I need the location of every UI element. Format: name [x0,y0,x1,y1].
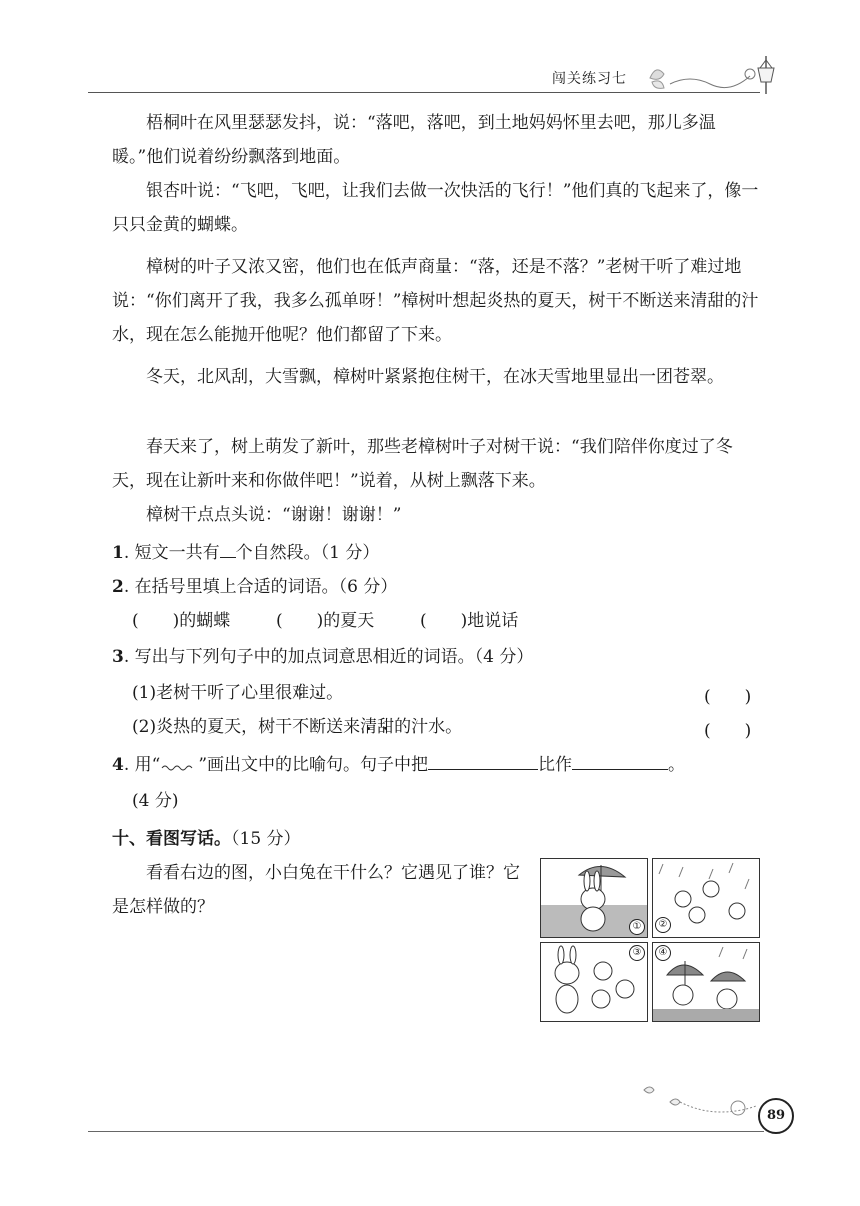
question-4-score: (4 分) [132,791,179,811]
question-1-text-pre: . 短文一共有 [123,543,220,563]
dotted-char: 甜 • [377,717,394,737]
butterfly-lamp-decoration-icon [640,50,780,100]
passage-paragraph-3: 樟树的叶子又浓又密，他们也在低声商量：“落，还是不落？”老树干听了难过地说：“你们离开了我，我多么孤单呀！”樟树叶想起炎热的夏天，树干不断送来清甜的汁水，现在怎么能抛开他呢？他们都留了下来。 [112,257,759,345]
question-3-number: 3 [112,647,124,667]
question-2-item-2[interactable]: ( )的夏天 [276,611,375,631]
dotted-char: 难 • [292,683,309,703]
question-4-text-mid2: 比作 [538,755,573,775]
picture-panels [540,858,760,1022]
answer-paren-1[interactable]: ( ) [704,687,752,707]
sentence-1-end: 。 [326,683,344,703]
question-3 [112,640,533,674]
question-2 [112,570,397,604]
question-3-sentence-2 [132,710,462,744]
question-2-number: 2 [112,577,124,597]
section-10-score: （15 分） [231,829,301,849]
sentence-1-text: (1)老树干听了心里很 [132,683,293,703]
dotted-char: 清 • [360,717,377,737]
picture-panel-3 [540,942,648,1022]
section-10-heading [112,822,301,856]
picture-panel-4 [652,942,760,1022]
question-3-sentence-1 [132,676,343,710]
passage-paragraph-1: 梧桐叶在风里瑟瑟发抖，说：“落吧，落吧，到土地妈妈怀里去吧，那儿多温暖。”他们说着纷纷飘落到地面。 [112,113,716,167]
page-number: 89 [758,1098,794,1134]
section-10-prompt: 看看右边的图，小白兔在干什么？它遇见了谁？它是怎样做的？ [112,863,520,917]
question-2-item-1[interactable]: ( )的蝴蝶 [132,611,231,631]
sentence-2-text: (2)炎热的夏天，树干不断送来 [132,717,361,737]
question-4-text-mid: ”画出文中的比喻句。句子中把 [198,755,429,775]
panel-number: ④ [655,945,671,961]
question-3-text: . 写出与下列句子中的加点词意思相近的词语。（4 分） [123,647,534,667]
picture-panel-2 [652,858,760,938]
dotted-char: 过 • [309,683,326,703]
panel-number: ② [655,917,671,933]
passage-paragraph-4: 冬天，北风刮，大雪飘，樟树叶紧紧抱住树干，在冰天雪地里显出一团苍翠。 [146,367,724,387]
picture-panel-1 [540,858,648,938]
answer-paren-2[interactable]: ( ) [704,721,752,741]
question-4-blank-1[interactable] [428,749,538,770]
footer-rule [88,1131,764,1132]
sentence-2-end: 的汁水。 [394,717,463,737]
question-4 [112,748,685,782]
passage-paragraph-5: 春天来了，树上萌发了新叶，那些老樟树叶子对树干说：“我们陪伴你度过了冬天，现在让新叶来和你做伴吧！”说着，从树上飘落下来。 [112,437,733,491]
panel-number: ③ [629,945,645,961]
question-1-blank[interactable] [220,537,236,558]
question-4-number: 4 [112,755,124,775]
question-1-text-post: 个自然段。（1 分） [235,543,380,563]
question-4-blank-2[interactable] [572,749,668,770]
wavy-underline-icon [160,760,198,772]
header-title: 闯关练习七 [552,71,627,87]
butterfly-footer-decoration-icon [640,1080,760,1130]
question-2-item-3[interactable]: ( )地说话 [420,611,519,631]
passage-paragraph-2: 银杏叶说：“飞吧，飞吧，让我们去做一次快活的飞行！”他们真的飞起来了，像一只只金黄的蝴蝶。 [112,181,759,235]
passage-paragraph-6: 樟树干点点头说：“谢谢！谢谢！” [146,505,402,525]
question-2-text: . 在括号里填上合适的词语。（6 分） [123,577,398,597]
question-4-text-pre: . 用“ [123,755,161,775]
question-1-number: 1 [112,543,124,563]
section-10-title: 十、看图写话。 [112,829,231,849]
panel-number: ① [629,919,645,935]
question-1 [112,536,379,570]
question-4-text-end: 。 [668,755,686,775]
